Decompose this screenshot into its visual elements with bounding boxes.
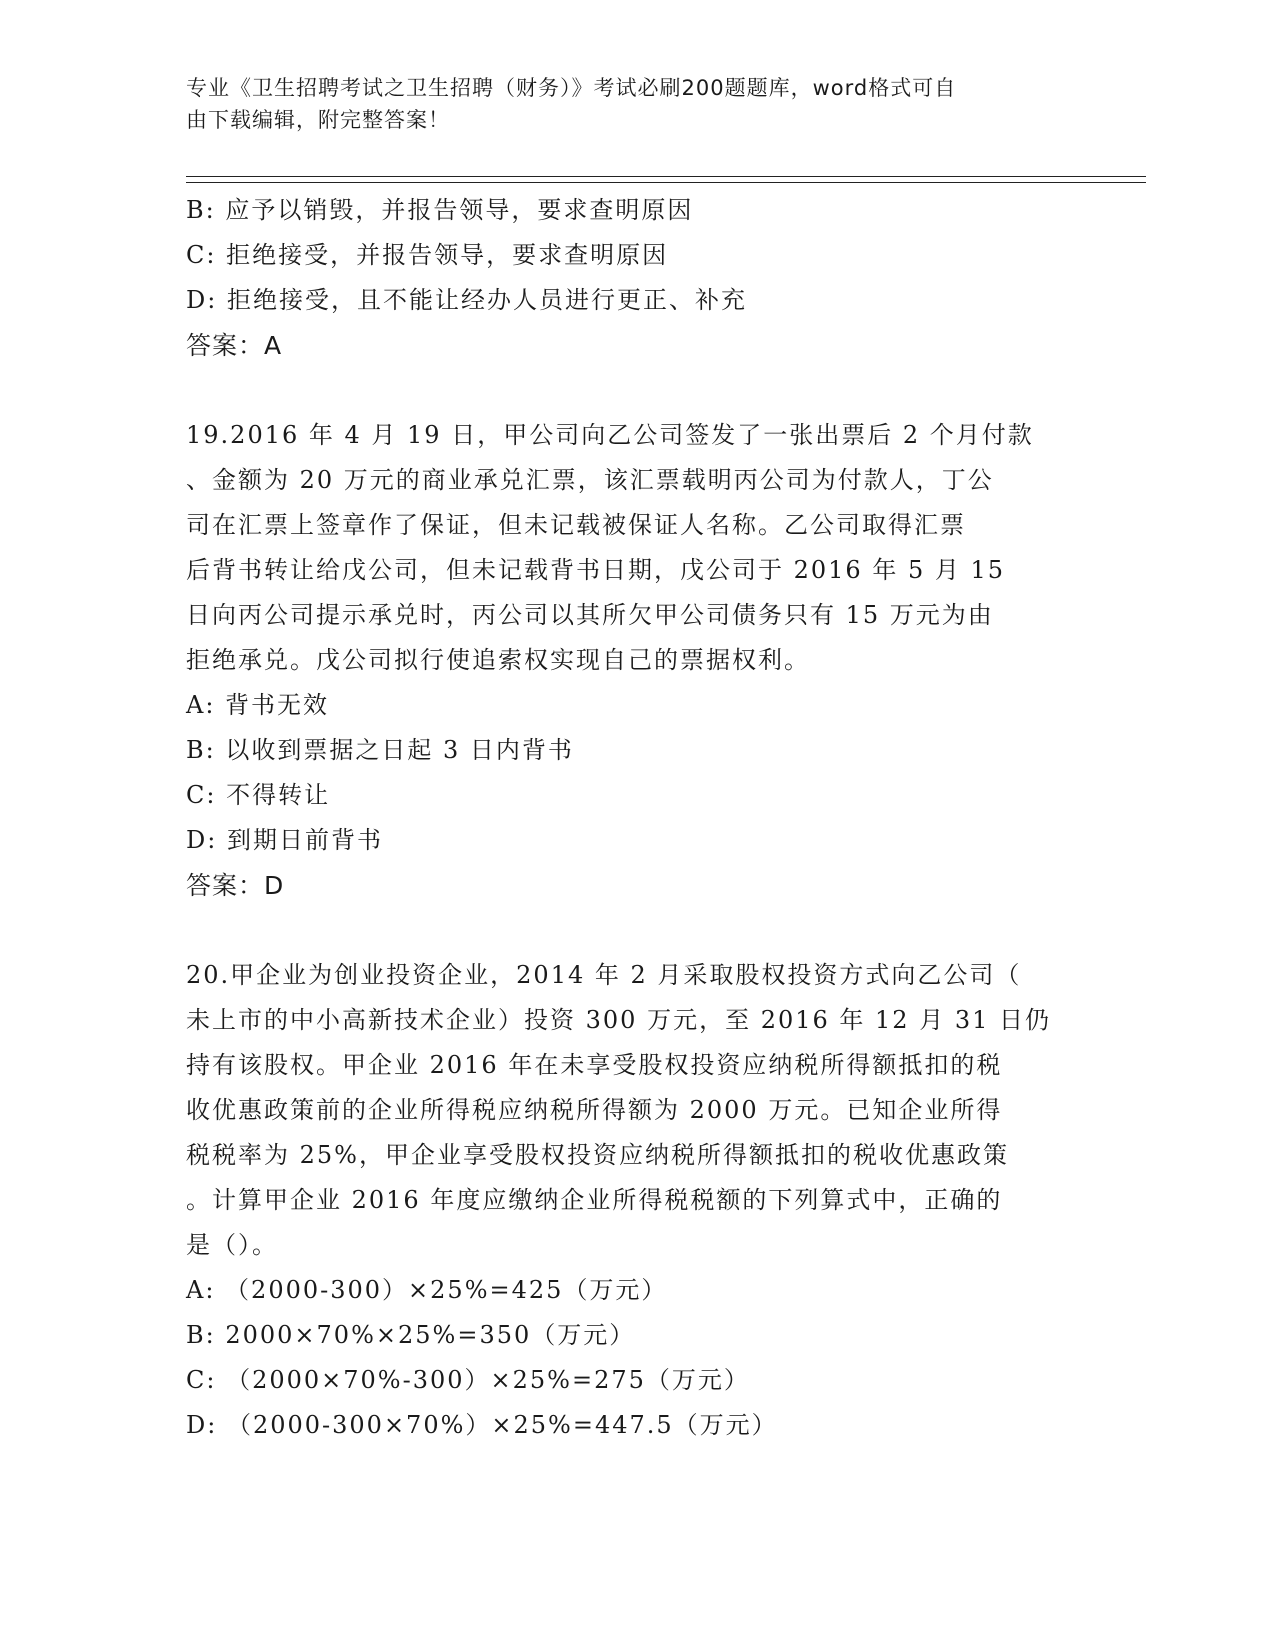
question-19 [186, 413, 1086, 908]
question-text-line: 司在汇票上签章作了保证，但未记载被保证人名称。乙公司取得汇票 [186, 511, 966, 539]
option-b: B: 以收到票据之日起 3 日内背书 [186, 736, 574, 764]
option-a: A: 背书无效 [186, 691, 330, 719]
question-text-line: 。计算甲企业 2016 年度应缴纳企业所得税税额的下列算式中，正确的 [186, 1186, 1003, 1214]
answer-line: 答案：D [186, 871, 285, 900]
question-text-line: 、金额为 20 万元的商业承兑汇票，该汇票载明丙公司为付款人，丁公 [186, 466, 994, 494]
question-text-line: 19.2016 年 4 月 19 日，甲公司向乙公司签发了一张出票后 2 个月付款 [186, 421, 1034, 449]
header-line-2: 由下载编辑，附完整答案！ [186, 108, 450, 132]
question-text-line: 持有该股权。甲企业 2016 年在未享受股权投资应纳税所得额抵扣的税 [186, 1051, 1003, 1079]
question-text-line: 20.甲企业为创业投资企业，2014 年 2 月采取股权投资方式向乙公司（ [186, 961, 1022, 989]
option-d: D: 拒绝接受，且不能让经办人员进行更正、补充 [186, 286, 747, 314]
question-text-line: 税税率为 25%，甲企业享受股权投资应纳税所得额抵扣的税收优惠政策 [186, 1141, 1009, 1169]
option-d: D: 到期日前背书 [186, 826, 383, 854]
header-divider-bottom [186, 182, 1146, 183]
option-a: A: （2000-300）×25%=425（万元） [186, 1276, 668, 1304]
question-text-line: 未上市的中小高新技术企业）投资 300 万元，至 2016 年 12 月 31 日仍 [186, 1006, 1051, 1034]
document-header [186, 72, 1066, 136]
question-text-line: 后背书转让给戊公司，但未记载背书日期，戊公司于 2016 年 5 月 15 [186, 556, 1006, 584]
question-text-line: 拒绝承兑。戊公司拟行使追索权实现自己的票据权利。 [186, 646, 810, 674]
option-c: C: 拒绝接受，并报告领导，要求查明原因 [186, 241, 669, 269]
option-b: B: 2000×70%×25%=350（万元） [186, 1321, 636, 1349]
answer-line: 答案：A [186, 331, 283, 360]
document-body [186, 188, 1086, 1448]
option-c: C: 不得转让 [186, 781, 331, 809]
option-c: C: （2000×70%-300）×25%=275（万元） [186, 1366, 750, 1394]
question-gap [186, 368, 1086, 413]
header-divider-top [186, 176, 1146, 177]
question-20 [186, 953, 1086, 1448]
question-text-line: 收优惠政策前的企业所得税应纳税所得额为 2000 万元。已知企业所得 [186, 1096, 1003, 1124]
option-b: B: 应予以销毁，并报告领导，要求查明原因 [186, 196, 694, 224]
question-gap [186, 908, 1086, 953]
question-text-line: 是（）。 [186, 1231, 278, 1259]
option-d: D: （2000-300×70%）×25%=447.5（万元） [186, 1411, 778, 1439]
header-line-1: 专业《卫生招聘考试之卫生招聘（财务）》考试必刷200题题库，word格式可自 [186, 76, 957, 100]
question-text-line: 日向丙公司提示承兑时，丙公司以其所欠甲公司债务只有 15 万元为由 [186, 601, 994, 629]
